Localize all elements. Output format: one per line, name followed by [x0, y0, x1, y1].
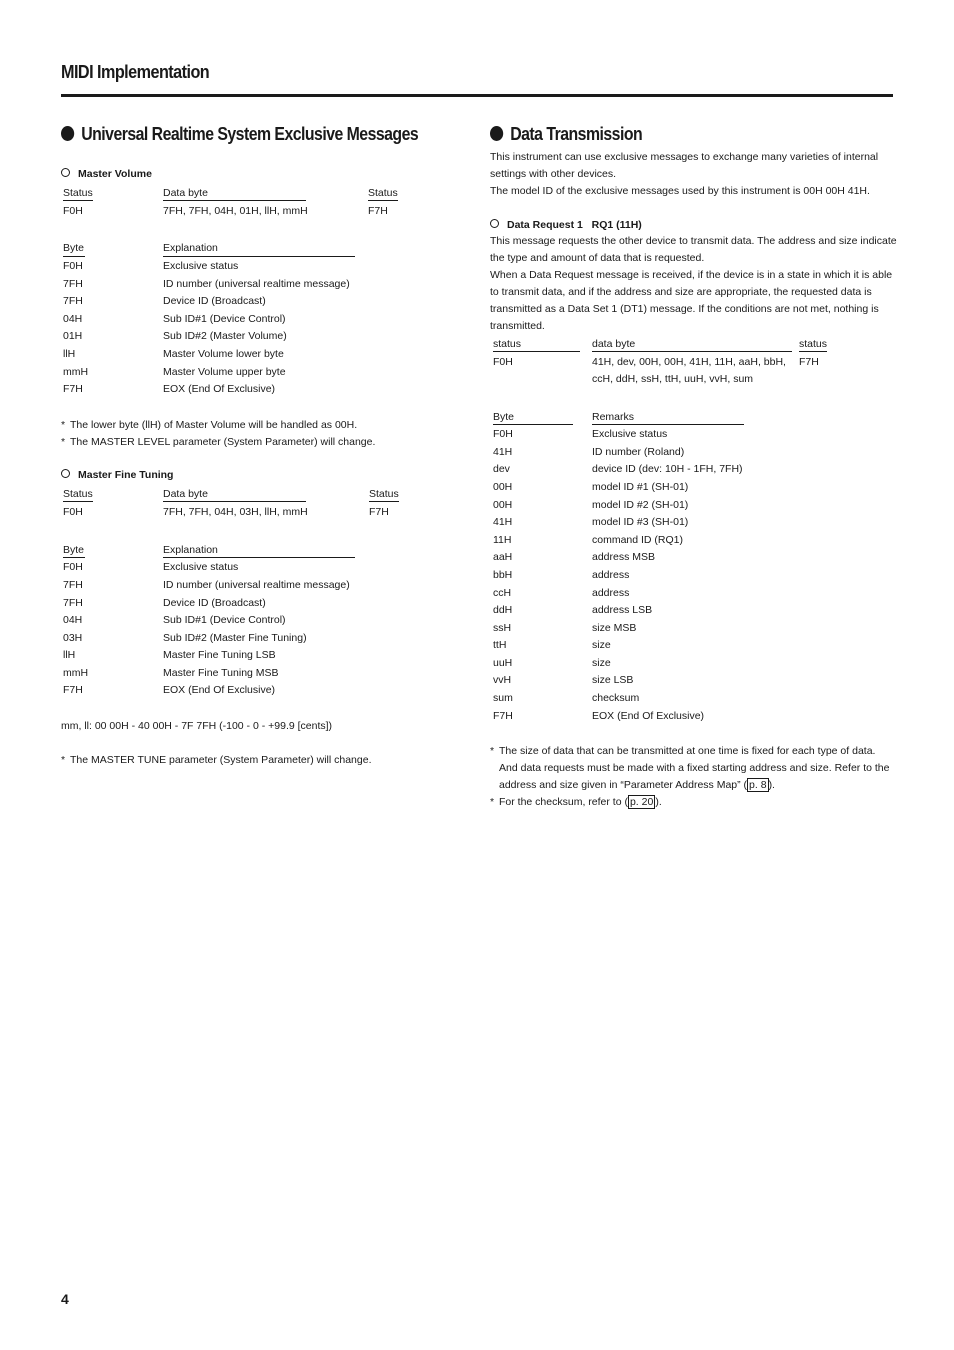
status-cell: F0H — [63, 506, 83, 518]
circle-bullet-icon — [61, 469, 70, 478]
col-header-byte: Byte — [63, 242, 85, 254]
table-row-byte: 04H — [63, 614, 83, 626]
table-row-byte: 00H — [493, 499, 513, 511]
col-header-explanation: Explanation — [163, 242, 218, 254]
table-row-byte: aaH — [493, 551, 513, 563]
table-row-byte: F0H — [493, 428, 513, 440]
underline — [163, 200, 306, 201]
col-header-byte: Byte — [63, 544, 85, 556]
bullet-icon — [490, 126, 503, 141]
note-text: address and size given in “Parameter Address Map” ( — [499, 779, 748, 791]
circle-bullet-icon — [490, 219, 499, 228]
status-cell: F7H — [799, 356, 819, 368]
table-row-byte: dev — [493, 463, 510, 475]
note-line — [499, 779, 775, 791]
table-row-byte: 01H — [63, 330, 83, 342]
table-row-explanation: Sub ID#2 (Master Volume) — [163, 330, 287, 342]
table-row-remarks: device ID (dev: 10H - 1FH, 7FH) — [592, 463, 743, 475]
page-link-p20[interactable]: p. 20 — [629, 796, 654, 808]
table-row-byte: 7FH — [63, 579, 83, 591]
rq1-desc-line: This message requests the other device to transmit data. The address and size indicate — [490, 235, 897, 247]
table-row-byte: F7H — [493, 710, 513, 722]
note-text: The MASTER LEVEL parameter (System Parameter) will change. — [70, 436, 376, 448]
rq1-desc-line: transmitted. — [490, 320, 545, 332]
col-header-data-byte: data byte — [592, 338, 636, 350]
page-number: 4 — [61, 1291, 69, 1307]
table-row-byte: 04H — [63, 313, 83, 325]
col-header-byte: Byte — [493, 411, 515, 423]
col-header-data-byte: Data byte — [163, 488, 208, 500]
page-header-title: MIDI Implementation — [61, 62, 210, 82]
underline — [63, 256, 85, 257]
table-row-byte: mmH — [63, 667, 89, 679]
section-rq1-title — [490, 219, 642, 231]
underline — [63, 200, 93, 201]
data-byte-cell: 41H, dev, 00H, 00H, 41H, 11H, aaH, bbH, — [592, 356, 786, 368]
header-rule — [61, 94, 893, 97]
table-row-explanation: ID number (universal realtime message) — [163, 278, 350, 290]
col-header-status: Status — [369, 488, 399, 500]
table-row-byte: llH — [63, 348, 76, 360]
heading-text: Universal Realtime System Exclusive Messages — [81, 124, 419, 144]
table-row-explanation: Sub ID#1 (Device Control) — [163, 614, 286, 626]
heading-text: Data Transmission — [510, 124, 643, 144]
range-note: mm, ll: 00 00H - 40 00H - 7F 7FH (-100 - 0 - +99.9 [cents]) — [61, 720, 333, 732]
table-row-byte: llH — [63, 649, 76, 661]
col-header-status: Status — [368, 187, 398, 199]
underline — [63, 501, 93, 502]
underline — [799, 351, 827, 352]
underline — [163, 256, 355, 257]
table-row-explanation: Sub ID#2 (Master Fine Tuning) — [163, 632, 307, 644]
table-row-remarks: address MSB — [592, 551, 656, 563]
table-row-remarks: size MSB — [592, 622, 637, 634]
col-header-status: Status — [63, 488, 93, 500]
col-header-data-byte: Data byte — [163, 187, 208, 199]
section-master-fine-tuning-title — [61, 469, 173, 481]
table-row-byte: 41H — [493, 446, 513, 458]
table-row-byte: 7FH — [63, 278, 83, 290]
table-row-byte: 7FH — [63, 295, 83, 307]
underline — [163, 557, 355, 558]
table-row-explanation: Exclusive status — [163, 561, 239, 573]
rq1-desc-line: to transmit data, and if the address and size are appropriate, the requested data is — [490, 286, 872, 298]
table-row-remarks: model ID #1 (SH-01) — [592, 481, 689, 493]
underline — [592, 424, 744, 425]
table-row-remarks: size LSB — [592, 674, 634, 686]
heading-data-transmission — [490, 124, 642, 145]
table-row-byte: 7FH — [63, 597, 83, 609]
note-text: The MASTER TUNE parameter (System Parameter) will change. — [70, 754, 372, 766]
col-header-remarks: Remarks — [592, 411, 635, 423]
table-row-byte: 00H — [493, 481, 513, 493]
intro-line: settings with other devices. — [490, 168, 617, 180]
col-header-status: Status — [63, 187, 93, 199]
data-byte-cell: 7FH, 7FH, 04H, 03H, llH, mmH — [163, 506, 308, 518]
note-text-end: ). — [768, 779, 775, 791]
table-row-byte: mmH — [63, 366, 89, 378]
intro-line: The model ID of the exclusive messages used by this instrument is 00H 00H 41H. — [490, 185, 870, 197]
table-row-byte: F7H — [63, 684, 83, 696]
table-row-remarks: address — [592, 569, 630, 581]
rq1-desc-line: When a Data Request message is received, if the device is in a state in which it is able — [490, 269, 893, 281]
table-row-byte: F0H — [63, 260, 83, 272]
note-asterisk: * — [61, 754, 66, 766]
note-text: The lower byte (llH) of Master Volume will be handled as 00H. — [70, 419, 358, 431]
status-cell: F0H — [493, 356, 513, 368]
bullet-icon — [61, 126, 74, 141]
data-byte-cell-cont: ccH, ddH, ssH, ttH, uuH, vvH, sum — [592, 373, 754, 385]
table-row-byte: 11H — [493, 534, 512, 546]
table-row-byte: ccH — [493, 587, 512, 599]
table-row-remarks: size — [592, 639, 611, 651]
underline — [369, 501, 399, 502]
table-row-remarks: Exclusive status — [592, 428, 668, 440]
table-row-byte: vvH — [493, 674, 512, 686]
table-row-byte: sum — [493, 692, 513, 704]
note-text: The size of data that can be transmitted at one time is fixed for each type of data. — [499, 745, 876, 757]
table-row-remarks: address — [592, 587, 630, 599]
table-row-byte: F7H — [63, 383, 83, 395]
table-row-byte: ttH — [493, 639, 507, 651]
table-row-byte: uuH — [493, 657, 513, 669]
table-row-explanation: EOX (End Of Exclusive) — [163, 383, 276, 395]
underline — [493, 424, 573, 425]
table-row-explanation: Master Volume upper byte — [163, 366, 286, 378]
table-row-remarks: EOX (End Of Exclusive) — [592, 710, 705, 722]
section-title-text: Master Volume — [78, 168, 152, 180]
table-row-explanation: Sub ID#1 (Device Control) — [163, 313, 286, 325]
table-row-explanation: Master Fine Tuning LSB — [163, 649, 276, 661]
data-byte-cell: 7FH, 7FH, 04H, 01H, llH, mmH — [163, 205, 308, 217]
note-text-end: ). — [655, 796, 662, 808]
note-asterisk: * — [61, 436, 66, 448]
table-row-byte: F0H — [63, 561, 83, 573]
section-title-text: Master Fine Tuning — [78, 469, 174, 481]
col-header-explanation: Explanation — [163, 544, 218, 556]
table-row-byte: 03H — [63, 632, 83, 644]
table-row-remarks: ID number (Roland) — [592, 446, 685, 458]
table-row-explanation: Master Volume lower byte — [163, 348, 284, 360]
table-row-explanation: Device ID (Broadcast) — [163, 597, 266, 609]
underline — [368, 200, 398, 201]
note-asterisk: * — [490, 796, 495, 808]
status-cell: F7H — [368, 205, 388, 217]
underline — [493, 351, 580, 352]
table-row-remarks: model ID #3 (SH-01) — [592, 516, 689, 528]
table-row-explanation: EOX (End Of Exclusive) — [163, 684, 276, 696]
table-row-remarks: command ID (RQ1) — [592, 534, 684, 546]
intro-line: This instrument can use exclusive messages to exchange many varieties of internal — [490, 151, 879, 163]
col-header-status: status — [493, 338, 522, 350]
rq1-desc-line: transmitted as a Data Set 1 (DT1) message. If the conditions are not met, nothing is — [490, 303, 879, 315]
table-row-byte: bbH — [493, 569, 513, 581]
table-row-remarks: address LSB — [592, 604, 653, 616]
table-row-byte: 41H — [493, 516, 513, 528]
underline — [163, 501, 306, 502]
table-row-explanation: Device ID (Broadcast) — [163, 295, 266, 307]
section-title-text: Data Request 1 RQ1 (11H) — [507, 219, 642, 231]
table-row-remarks: checksum — [592, 692, 640, 704]
note-text: For the checksum, refer to ( — [499, 796, 628, 808]
note-asterisk: * — [61, 419, 66, 431]
col-header-status: status — [799, 338, 828, 350]
rq1-desc-line: the type and amount of data that is requested. — [490, 252, 705, 264]
table-row-remarks: size — [592, 657, 611, 669]
table-row-explanation: ID number (universal realtime message) — [163, 579, 350, 591]
note-text: And data requests must be made with a fixed starting address and size. Refer to the — [499, 762, 890, 774]
section-master-volume-title — [61, 168, 152, 180]
heading-universal-realtime — [61, 124, 418, 145]
table-row-remarks: model ID #2 (SH-01) — [592, 499, 689, 511]
underline — [63, 557, 85, 558]
page-link-p8[interactable]: p. 8 — [749, 779, 767, 791]
circle-bullet-icon — [61, 168, 70, 177]
table-row-byte: ssH — [493, 622, 512, 634]
note-line — [499, 796, 662, 808]
table-row-byte: ddH — [493, 604, 513, 616]
status-cell: F7H — [369, 506, 389, 518]
status-cell: F0H — [63, 205, 83, 217]
table-row-explanation: Master Fine Tuning MSB — [163, 667, 279, 679]
table-row-explanation: Exclusive status — [163, 260, 239, 272]
underline — [592, 351, 792, 352]
note-asterisk: * — [490, 745, 495, 757]
